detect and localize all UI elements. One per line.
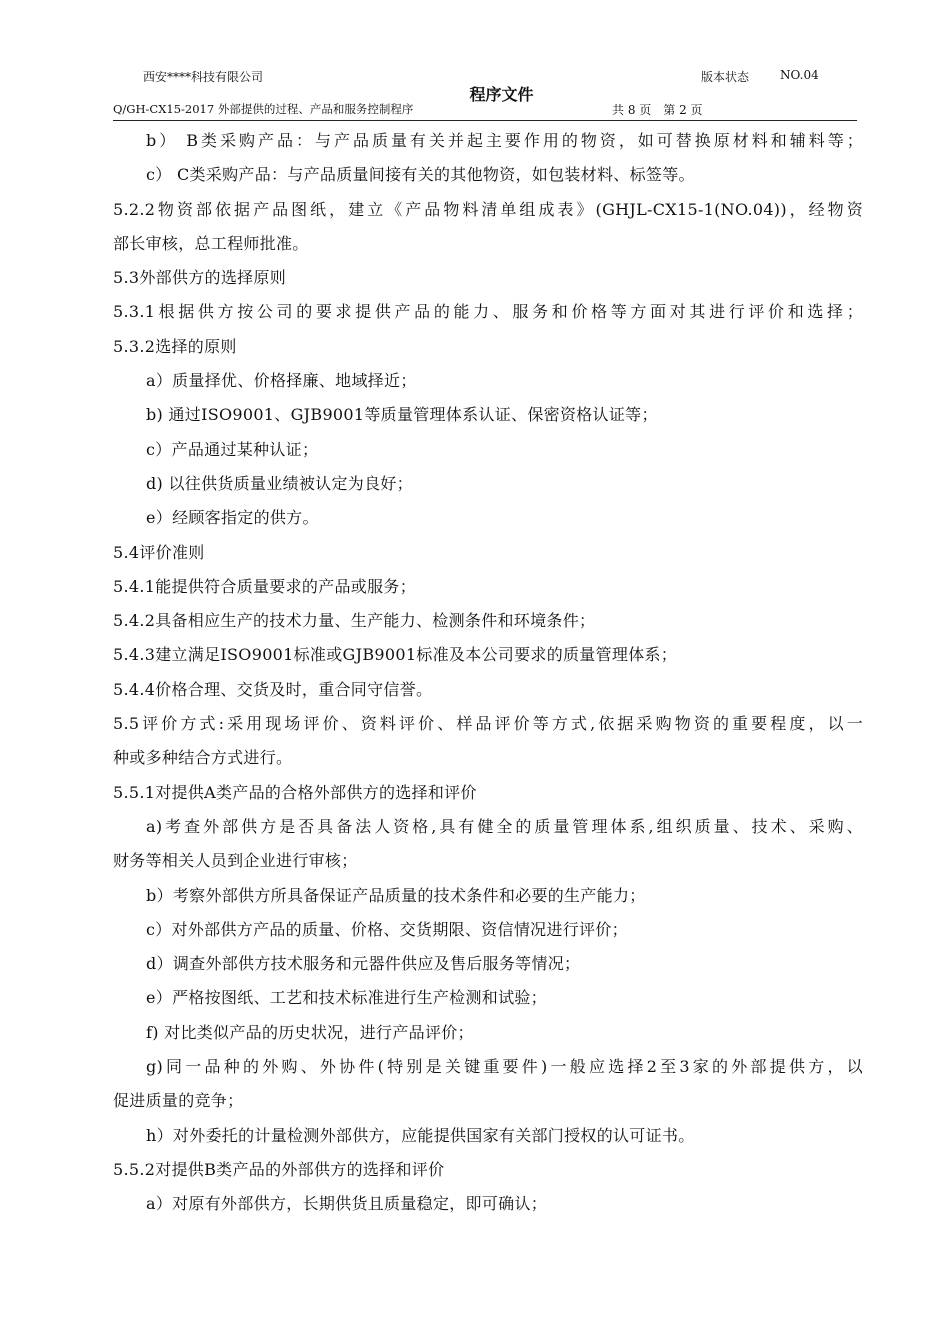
version-label: 版本状态 xyxy=(701,70,750,84)
page-header xyxy=(113,60,857,122)
list-item-cont: 促进质量的竞争； xyxy=(113,1091,244,1111)
clause-5-4-3: 5.4.3建立满足ISO9001标准或GJB9001标准及本公司要求的质量管理体系； xyxy=(113,645,678,665)
clause-5-4-4: 5.4.4价格合理、交货及时，重合同守信誉。 xyxy=(113,679,433,699)
document-body xyxy=(113,124,863,1222)
list-item-cont: 财务等相关人员到企业进行审核； xyxy=(113,851,358,871)
list-item: g)同一品种的外购、外协件(特别是关键重要件)一般应选择2至3家的外部提供方，以 xyxy=(146,1057,863,1077)
document-title: 程序文件 xyxy=(469,85,534,104)
document-number: Q/GH-CX15-2017 外部提供的过程、产品和服务控制程序 xyxy=(113,102,414,116)
clause-5-4-1: 5.4.1能提供符合质量要求的产品或服务； xyxy=(113,576,417,596)
list-item: c）对外部供方产品的质量、价格、交货期限、资信情况进行评价； xyxy=(146,919,628,939)
version-value: NO.04 xyxy=(780,68,819,82)
list-item: f) 对比类似产品的历史状况，进行产品评价； xyxy=(146,1022,474,1042)
list-item: e）经顾客指定的供方。 xyxy=(146,508,319,528)
page-count: 共 8 页 第 2 页 xyxy=(612,103,703,117)
list-item: c）产品通过某种认证； xyxy=(146,439,319,459)
clause-5-4-2: 5.4.2具备相应生产的技术力量、生产能力、检测条件和环境条件； xyxy=(113,611,596,631)
heading-5-4: 5.4评价准则 xyxy=(113,542,205,562)
heading-5-3: 5.3外部供方的选择原则 xyxy=(113,268,287,288)
clause-5-3-1: 5.3.1根据供方按公司的要求提供产品的能力、服务和价格等方面对其进行评价和选择； xyxy=(113,302,863,322)
list-item: a)考查外部供方是否具备法人资格,具有健全的质量管理体系,组织质量、技术、采购、 xyxy=(146,816,863,836)
list-item-c-category: c） C类采购产品：与产品质量间接有关的其他物资，如包装材料、标签等。 xyxy=(146,165,695,185)
company-name: 西安****科技有限公司 xyxy=(143,70,264,84)
clause-5-2-2: 5.2.2物资部依据产品图纸，建立《产品物料清单组成表》(GHJL-CX15-1(NO.04))，经物资 xyxy=(113,199,863,219)
list-item: h）对外委托的计量检测外部供方，应能提供国家有关部门授权的认可证书。 xyxy=(146,1125,695,1145)
clause-5-5: 5.5评价方式:采用现场评价、资料评价、样品评价等方式,依据采购物资的重要程度，以一 xyxy=(113,714,863,734)
list-item: a）质量择优、价格择廉、地域择近； xyxy=(146,371,417,391)
header-rule xyxy=(113,120,857,121)
clause-5-2-2-cont: 部长审核，总工程师批准。 xyxy=(113,233,309,253)
list-item-b-category: b） B类采购产品：与产品质量有关并起主要作用的物资，如可替换原材料和辅料等； xyxy=(146,131,863,150)
list-item: b）考察外部供方所具备保证产品质量的技术条件和必要的生产能力； xyxy=(146,885,646,905)
list-item: a）对原有外部供方，长期供货且质量稳定，即可确认； xyxy=(146,1194,548,1214)
heading-5-5-1: 5.5.1对提供A类产品的合格外部供方的选择和评价 xyxy=(113,782,477,802)
clause-5-5-cont: 种或多种结合方式进行。 xyxy=(113,748,293,768)
list-item: d）调查外部供方技术服务和元器件供应及售后服务等情况； xyxy=(146,954,581,974)
heading-5-5-2: 5.5.2对提供B类产品的外部供方的选择和评价 xyxy=(113,1159,445,1179)
list-item: e）严格按图纸、工艺和技术标准进行生产检测和试验； xyxy=(146,988,547,1008)
list-item: d) 以往供货质量业绩被认定为良好； xyxy=(146,473,413,493)
heading-5-3-2: 5.3.2选择的原则 xyxy=(113,336,237,356)
list-item: b) 通过ISO9001、GJB9001等质量管理体系认证、保密资格认证等； xyxy=(146,405,658,425)
